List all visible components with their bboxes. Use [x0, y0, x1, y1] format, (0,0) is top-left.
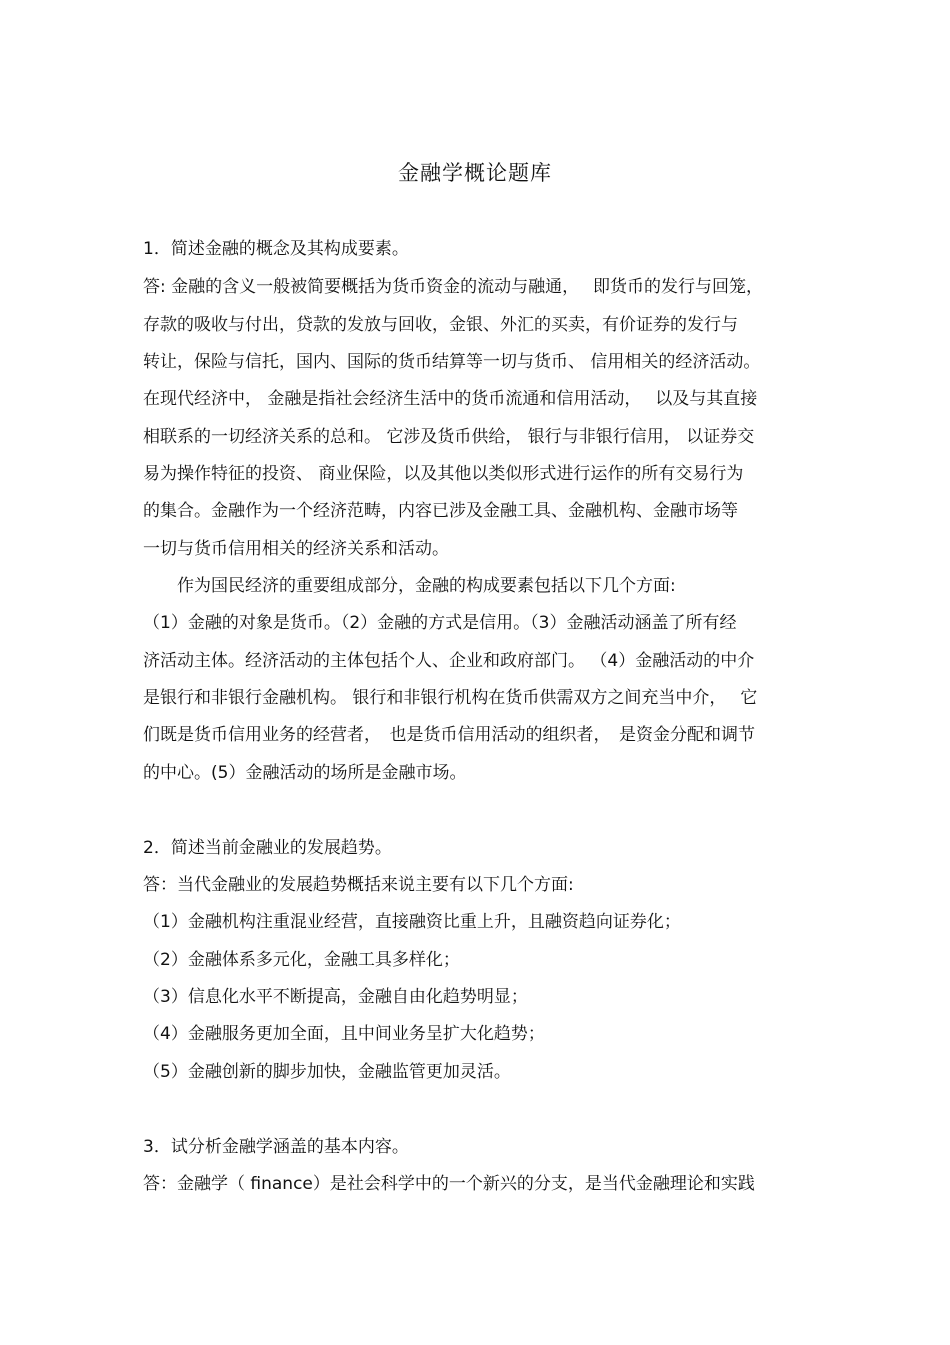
answer-1-line: 的中心。(5）金融活动的场所是金融市场。: [143, 763, 467, 783]
answer-3-line: 答：金融学（ finance）是社会科学中的一个新兴的分支，是当代金融理论和实践: [143, 1174, 755, 1194]
question-2-heading: 2．简述当前金融业的发展趋势。: [143, 838, 392, 858]
answer-1-line: 一切与货币信用相关的经济关系和活动。: [143, 539, 449, 559]
answer-1-line: 在现代经济中， 金融是指社会经济生活中的货币流通和信用活动， 以及与其直接: [143, 389, 758, 409]
answer-1-paragraph: 作为国民经济的重要组成部分，金融的构成要素包括以下几个方面:: [143, 576, 676, 596]
answer-1-line: 济活动主体。经济活动的主体包括个人、企业和政府部门。 （4）金融活动的中介: [143, 651, 755, 671]
answer-2-item: （4）金融服务更加全面，且中间业务呈扩大化趋势；: [143, 1024, 545, 1044]
answer-1-line: （1）金融的对象是货币。（2）金融的方式是信用。（3）金融活动涵盖了所有经: [143, 613, 737, 633]
page-title: 金融学概论题库: [398, 161, 552, 185]
answer-2-item: （2）金融体系多元化，金融工具多样化；: [143, 950, 460, 970]
answer-1-line: 的集合。金融作为一个经济范畴，内容已涉及金融工具、金融机构、金融市场等: [143, 501, 738, 521]
answer-2-item: （1）金融机构注重混业经营，直接融资比重上升，且融资趋向证券化；: [143, 912, 681, 932]
answer-2-line: 答：当代金融业的发展趋势概括来说主要有以下几个方面:: [143, 875, 574, 895]
answer-1-line: 易为操作特征的投资、 商业保险，以及其他以类似形式进行运作的所有交易行为: [143, 464, 744, 484]
answer-1-line: 答: 金融的含义一般被简要概括为货币资金的流动与融通， 即货币的发行与回笼，: [143, 277, 764, 297]
answer-1-line: 转让，保险与信托，国内、国际的货币结算等一切与货币、 信用相关的经济活动。: [143, 352, 761, 372]
question-3-heading: 3．试分析金融学涵盖的基本内容。: [143, 1137, 409, 1157]
answer-1-line: 存款的吸收与付出，贷款的发放与回收，金银、外汇的买卖，有价证券的发行与: [143, 315, 738, 335]
answer-1-line: 们既是货币信用业务的经营者， 也是货币信用活动的组织者， 是资金分配和调节: [143, 725, 755, 745]
answer-2-item: （3）信息化水平不断提高，金融自由化趋势明显；: [143, 987, 528, 1007]
question-1-heading: 1．简述金融的概念及其构成要素。: [143, 239, 409, 259]
answer-1-line: 相联系的一切经济关系的总和。 它涉及货币供给， 银行与非银行信用， 以证券交: [143, 427, 755, 447]
answer-2-item: （5）金融创新的脚步加快，金融监管更加灵活。: [143, 1062, 511, 1082]
answer-1-line: 是银行和非银行金融机构。 银行和非银行机构在货币供需双方之间充当中介， 它: [143, 688, 758, 708]
